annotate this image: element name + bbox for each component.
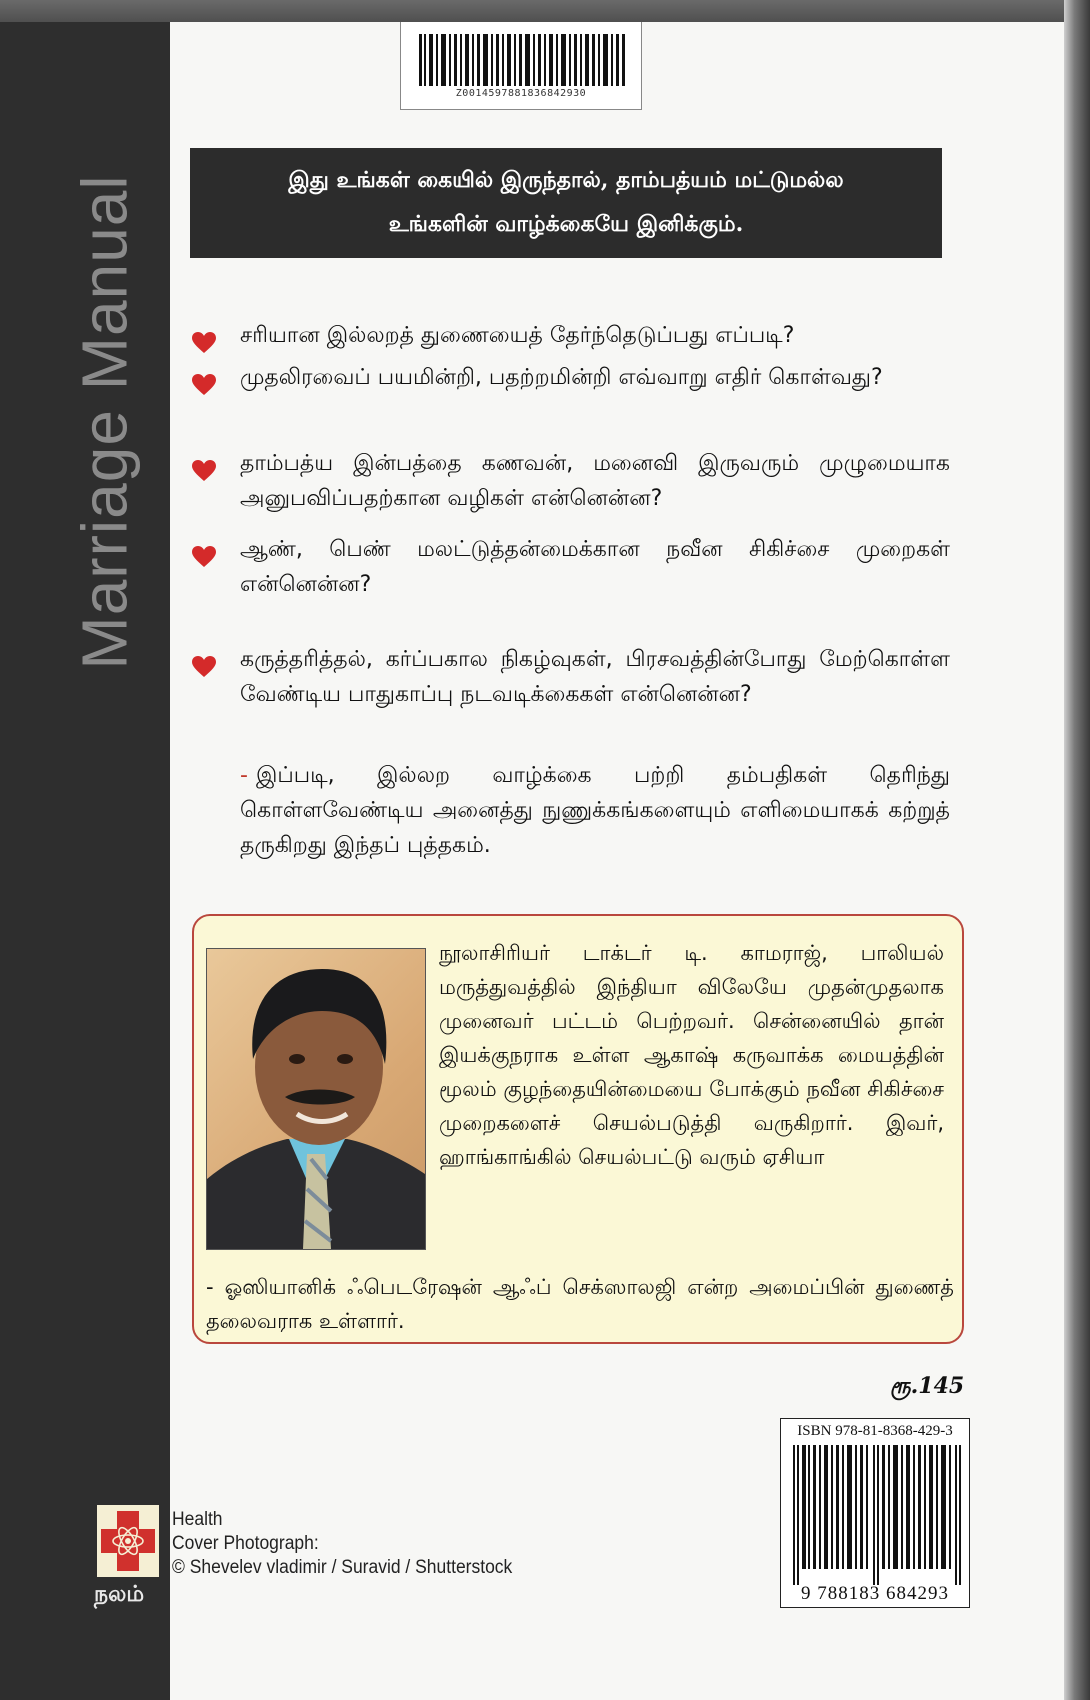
author-photo	[206, 948, 426, 1250]
isbn-digits-group-2: 684293	[886, 1583, 949, 1604]
isbn-number: ISBN 978-81-8368-429-3	[797, 1423, 953, 1439]
list-item-text: தாம்பத்ய இன்பத்தை கணவன், மனைவி இருவரும் முழுமையாக அனுபவிப்பதற்கான வழிகள் என்னென்ன?	[240, 451, 950, 511]
author-bio-main: நூலாசிரியர் டாக்டர் டி. காமராஜ், பாலியல் மருத்துவத்தில் இந்தியா விலேயே முதன்முதலாக முனைவர் பட்டம் பெற்றவர். சென்னையில் தான் இயக்குநராக உள்ள ஆகாஷ் கருவாக்க மையத்தின் மூலம் குழந்தையின்மையை போக்கும் நவீன சிகிச்சை முறைகளைச் செயல்படுத்தி வருகிறார். இவர், ஹாங்காங்கில் செயல்பட்டு வரும் ஏசியா	[439, 941, 944, 1169]
spine	[0, 22, 170, 1700]
price-label: ரூ.145	[890, 1373, 965, 1399]
heart-icon	[192, 546, 216, 568]
heart-icon	[192, 374, 216, 396]
closing-text: இப்படி, இல்லற வாழ்க்கை பற்றி தம்பதிகள் தெரிந்து கொள்ளவேண்டிய அனைத்து நுணுக்கங்களையும் எளிமையாகக் கற்றுத் தருகிறது இந்தப் புத்தகம்.	[240, 763, 950, 858]
cover-credits	[172, 1508, 512, 1580]
category-label: Health	[172, 1509, 223, 1530]
list-item	[190, 642, 950, 712]
inventory-barcode-number: Z0014597881836842930	[455, 88, 587, 99]
credit-label: Cover Photograph:	[172, 1533, 319, 1554]
inventory-barcode	[400, 22, 642, 110]
book-page-edge	[1064, 0, 1090, 1700]
isbn-barcode	[780, 1418, 970, 1608]
barcode-icon	[793, 1445, 961, 1585]
closing-paragraph	[240, 758, 950, 863]
heart-icon	[192, 656, 216, 678]
list-item	[190, 318, 950, 353]
list-item	[190, 532, 950, 602]
list-item-text: ஆண், பெண் மலட்டுத்தன்மைக்கான நவீன சிகிச்சை முறைகள் என்னென்ன?	[240, 537, 950, 597]
list-item	[190, 360, 950, 395]
list-item-text: சரியான இல்லறத் துணையைத் தேர்ந்தெடுப்பது எப்படி?	[240, 323, 795, 348]
scan-top-edge	[0, 0, 1090, 24]
author-bio-tail: - ஓஸியானிக் ஃபெடரேஷன் ஆஃப் செக்ஸாலஜி என்ற அமைப்பின் துணைத் தலைவராக உள்ளார்.	[206, 1275, 954, 1333]
barcode-icon	[419, 34, 625, 86]
list-item-text: முதலிரவைப் பயமின்றி, பதற்றமின்றி எவ்வாறு எதிர் கொள்வது?	[240, 365, 883, 390]
spine-title	[70, 122, 140, 722]
credit-text: © Shevelev vladimir / Suravid / Shutterstock	[172, 1557, 513, 1578]
list-item	[190, 446, 950, 516]
tagline-banner	[190, 148, 942, 258]
tagline-line-2: உங்களின் வாழ்க்கையே இனிக்கும்.	[388, 211, 744, 237]
isbn-barcode-digits	[781, 1583, 969, 1605]
closing-dash: -	[240, 763, 248, 788]
publisher-logo	[97, 1505, 159, 1577]
isbn-digits-group-1: 788183	[817, 1583, 881, 1604]
author-portrait-icon	[207, 949, 425, 1249]
medical-cross-atom-icon	[97, 1505, 159, 1577]
isbn-digit-lead: 9	[801, 1583, 812, 1604]
heart-icon	[192, 332, 216, 354]
tagline-line-1: இது உங்கள் கையில் இருந்தால், தாம்பத்யம் மட்டுமல்ல	[288, 167, 844, 193]
publisher-logo-text: நலம்	[94, 1582, 145, 1607]
spine-title-text: Marriage Manual	[69, 174, 141, 670]
author-bio-box	[192, 914, 964, 1344]
list-item-text: கருத்தரித்தல், கர்ப்பகால நிகழ்வுகள், பிரசவத்தின்போது மேற்கொள்ள வேண்டிய பாதுகாப்பு நடவடிக்கைகள் என்னென்ன?	[240, 647, 950, 707]
heart-icon	[192, 460, 216, 482]
